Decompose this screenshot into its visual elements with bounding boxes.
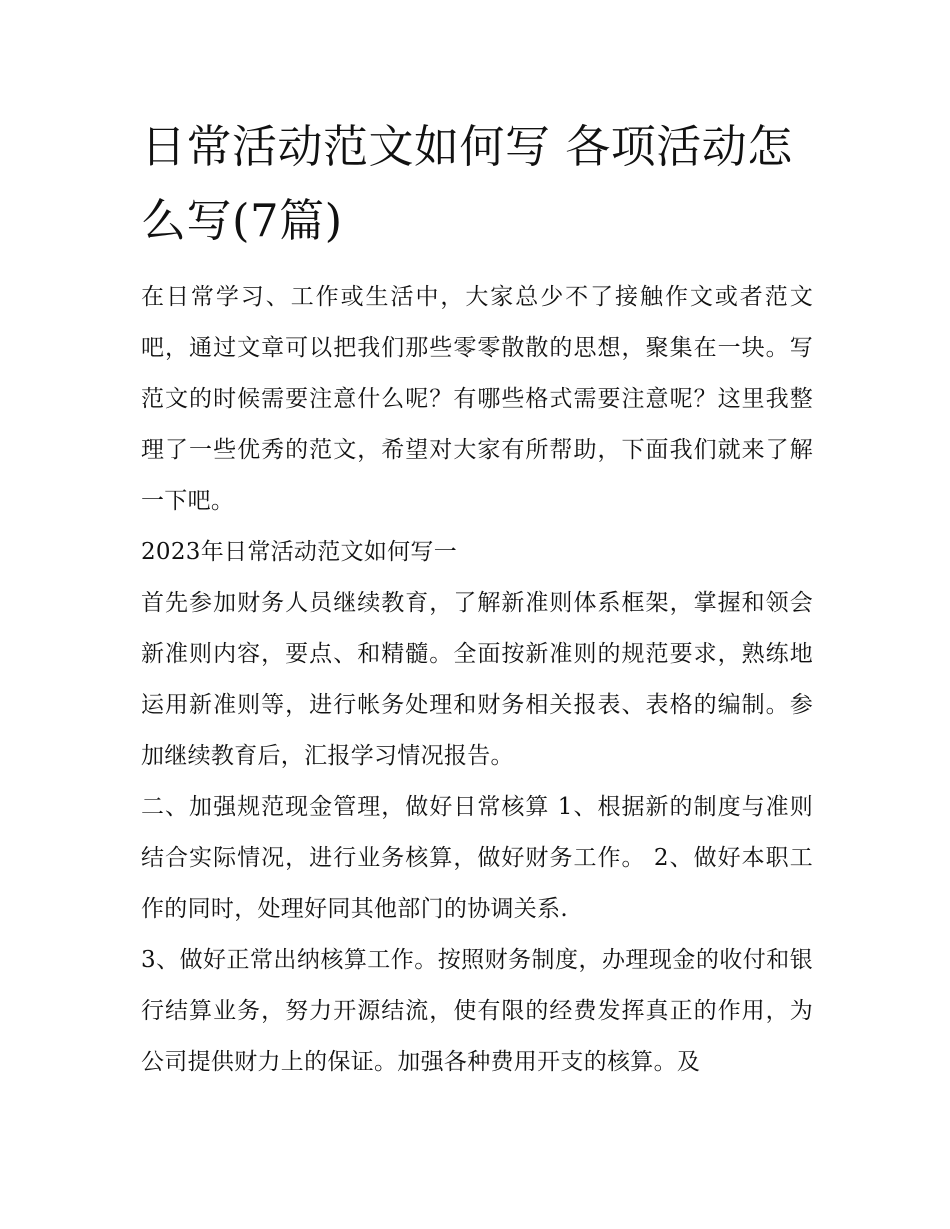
intro-paragraph: 在日常学习、工作或生活中，大家总少不了接触作文或者范文吧，通过文章可以把我们那些零零散散的思想，聚集在一块。写范文的时候需要注意什么呢？有哪些格式需要注意呢？这里我整理了一些优秀的范文，希望对大家有所帮助，下面我们就来了解一下吧。 <box>141 284 813 514</box>
body-paragraph: 3、做好正常出纳核算工作。按照财务制度，办理现金的收付和银行结算业务，努力开源结流，使有限的经费发挥真正的作用，为公司提供财力上的保证。加强各种费用开支的核算。及 <box>141 947 813 1075</box>
body-paragraph: 二、加强规范现金管理，做好日常核算 1、根据新的制度与准则结合实际情况，进行业务核算，做好财务工作。 2、做好本职工作的同时，处理好同其他部门的协调关系. <box>141 794 813 922</box>
document-page <box>141 110 813 1088</box>
document-body <box>141 272 813 1088</box>
document-title: 日常活动范文如何写 各项活动怎么写(7篇) <box>141 120 793 247</box>
body-paragraph: 首先参加财务人员继续教育，了解新准则体系框架，掌握和领会新准则内容，要点、和精髓。全面按新准则的规范要求，熟练地运用新准则等，进行帐务处理和财务相关报表、表格的编制。参加继续教育后，汇报学习情况报告。 <box>141 590 813 769</box>
section-heading: 2023年日常活动范文如何写一 <box>141 539 458 565</box>
